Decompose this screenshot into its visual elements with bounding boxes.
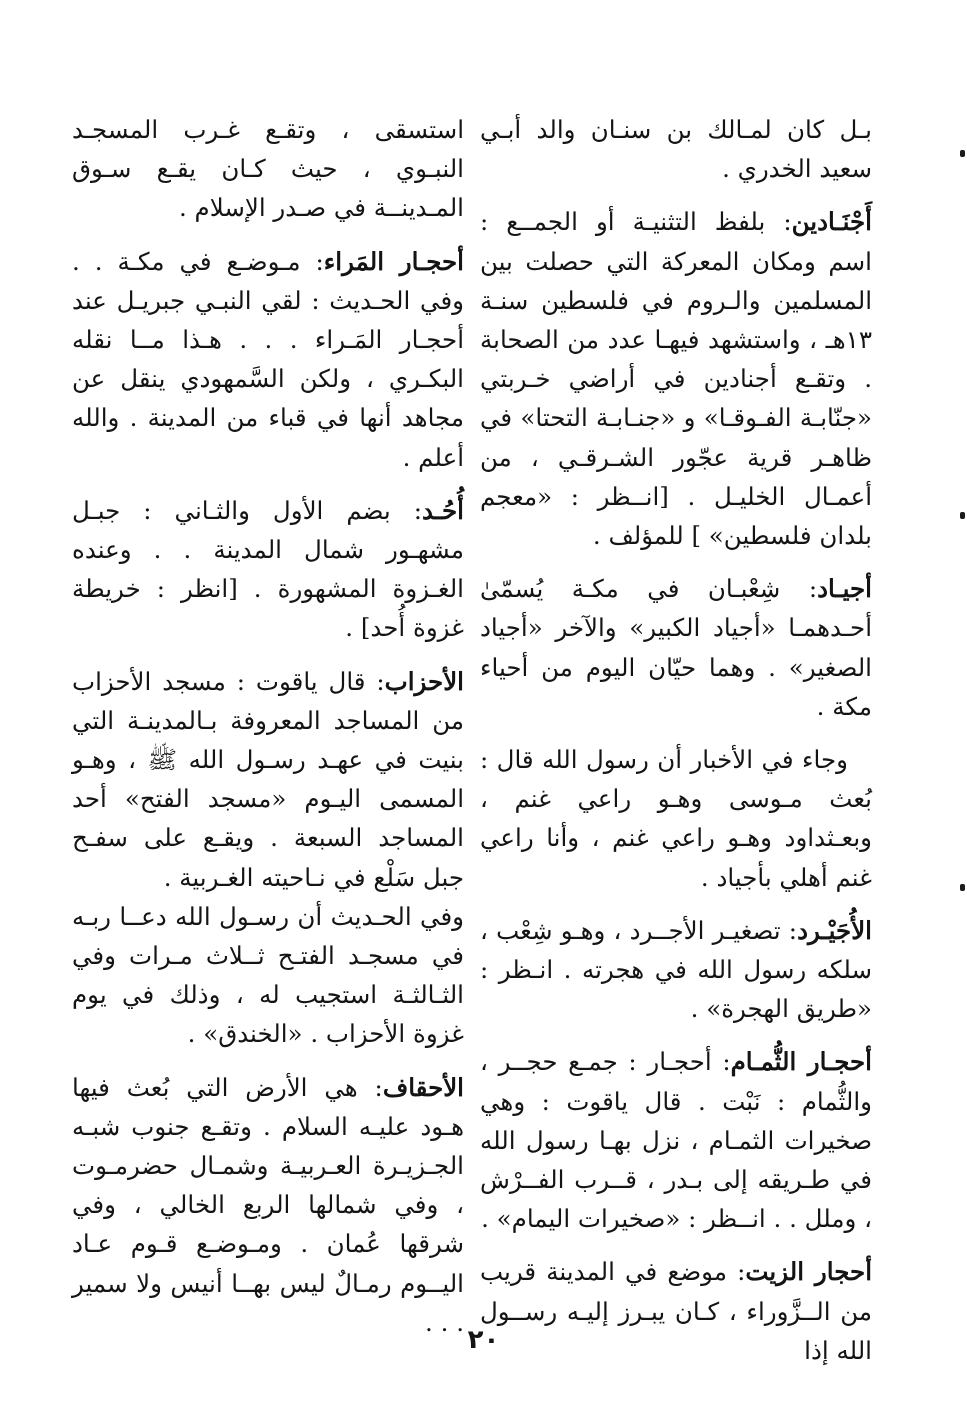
entry-text: : قال ياقوت : مسجد الأحزاب من المساجد المعروفة بـالمدينـة التي بنيت في عهـد رسـول الله ﷺ ، وهـو المسمى اليـوم «مسجد الفتح» أحد المساجد السبعة . ويقـع على سفـح جبل سَلْع في نـاحيته الغـربية . (72, 666, 464, 892)
right-column (480, 110, 872, 1384)
entry-ujayrid (480, 911, 872, 1029)
entry-0 (480, 110, 872, 188)
entry-text: : هي الأرض التي بُعث فيها هـود عليـه السلام . وتقـع جنوب شبـه الجـزيـرة العـربيـة وشمـال حضرمـوت ، وفي شمالها الربع الخالي ، وفي شرقها عُمان . ومـوضـع قـوم عـاد اليــوم رمـالٌ ليس بهــا أنيس ولا سمير . . . (72, 1072, 464, 1337)
entry-ahzab (72, 662, 464, 897)
entry-text: : بلفظ التثنيـة أو الجمــع : اسم ومكان المعركة التي حصلت بين المسلمين والـروم في فلسطين سنـة ١٣هـ ، واستشهد فيهـا عدد من الصحابة . وتقـع أجنادين في أراضي خـربتي «جنّابـة الفـوقـا» و «جنـابـة التحتا» في ظاهـر قرية عجّور الشـرقـي ، من أعمـال الخليـل . [انــظر : «معجم بلدان فلسطين» ] للمؤلف . (480, 207, 872, 551)
entry-uhud (72, 491, 464, 648)
headword: أجيـاد (817, 574, 872, 604)
entry-ahjar-mara (72, 242, 464, 477)
entry-text: وجاء في الأخبار أن رسول الله قال : بُعث مـوسى وهـو راعي غنم ، وبعـثداود وهـو راعي غنم ، وأنا راعي غنم أهلي بأجياد . (480, 745, 872, 892)
headword: الأُجَيْـرد (797, 915, 872, 945)
headword: أحجار الزيت (745, 1257, 872, 1287)
entry-ahzab-hadith (72, 897, 464, 1054)
page-number: ٢٠ (467, 1325, 500, 1355)
entry-ajyad (480, 569, 872, 726)
entry-continued (72, 110, 464, 228)
entry-ahjar-thumam (480, 1042, 872, 1238)
entry-text: استسقى ، وتقـع غـرب المسجـد النبـوي ، حيث كـان يقـع سـوق المـدينــة في صـدر الإسلام . (72, 115, 464, 223)
scan-margin-mark (960, 884, 965, 891)
headword: أُحُـد (422, 495, 464, 525)
entry-text: وفي الحـديث أن رسـول الله دعــا ربـه في مسجـد الفتـح ثــلاث مـرات وفي الثـالثـة استجيب له ، وذلك في يوم غزوة الأحزاب . «الخندق» . (72, 901, 464, 1049)
headword: الأحزاب (384, 666, 464, 696)
entry-text: : تصغيـر الأجــرد ، وهـو شِعْب ، سلكه رسول الله في هجرته . انـظر : «طريق الهجرة» . (480, 915, 872, 1024)
entry-text: : بضم الأول والثـاني : جبـل مشهـور شمال المدينة . . وعنده الغـزوة المشهورة . [انظر : خريطة غزوة أُحد] . (72, 495, 464, 643)
headword: أحجـار الثُّمـام (730, 1047, 872, 1077)
left-column (72, 110, 464, 1356)
headword: الأحقاف (382, 1072, 464, 1102)
entry-text: : موضع في المدينة قريب من الــزَّوراء ، كـان يبـرز إليـه رســول الله إذا (480, 1257, 872, 1365)
scan-margin-mark (960, 150, 965, 157)
headword: أحجـار المَراء (323, 246, 464, 276)
entry-text: : أحجـار : جمـع حجــر ، والثُّمام : نَبْت . قال ياقوت : وهي صخيرات الثمـام ، نزل بهـا رسول الله في طـريقه إلى بـدر ، قــرب الفــرْش ، وملل . . انــظر : «صخيرات اليمام» . (480, 1047, 872, 1234)
entry-text: بـل كان لمـالك بن سنـان والد أبـي سعيد الخدري . (480, 115, 872, 184)
entry-text: : مـوضـع في مكـة . . وفي الحـديث : لقي النبـي جبريـل عند أحجـار المَـراء . . . هـذا مــا نقله البكـري ، ولكن السَّمهودي ينقل عن مجاهد أنها في قباء من المدينة . والله أعلم . (72, 246, 464, 472)
entry-ajnadin (480, 202, 872, 555)
entry-ajyad-hadith (480, 740, 872, 897)
headword: أَجْنَـادين (791, 207, 872, 237)
entry-text: : شِعْبـان في مكـة يُسمّىٰ أحـدهمـا «أجياد الكبير» والآخر «أجياد الصغير» . وهما حيّان اليوم من أحياء مكة . (480, 574, 872, 721)
scan-margin-mark (960, 512, 965, 519)
entry-ahqaf (72, 1068, 464, 1342)
